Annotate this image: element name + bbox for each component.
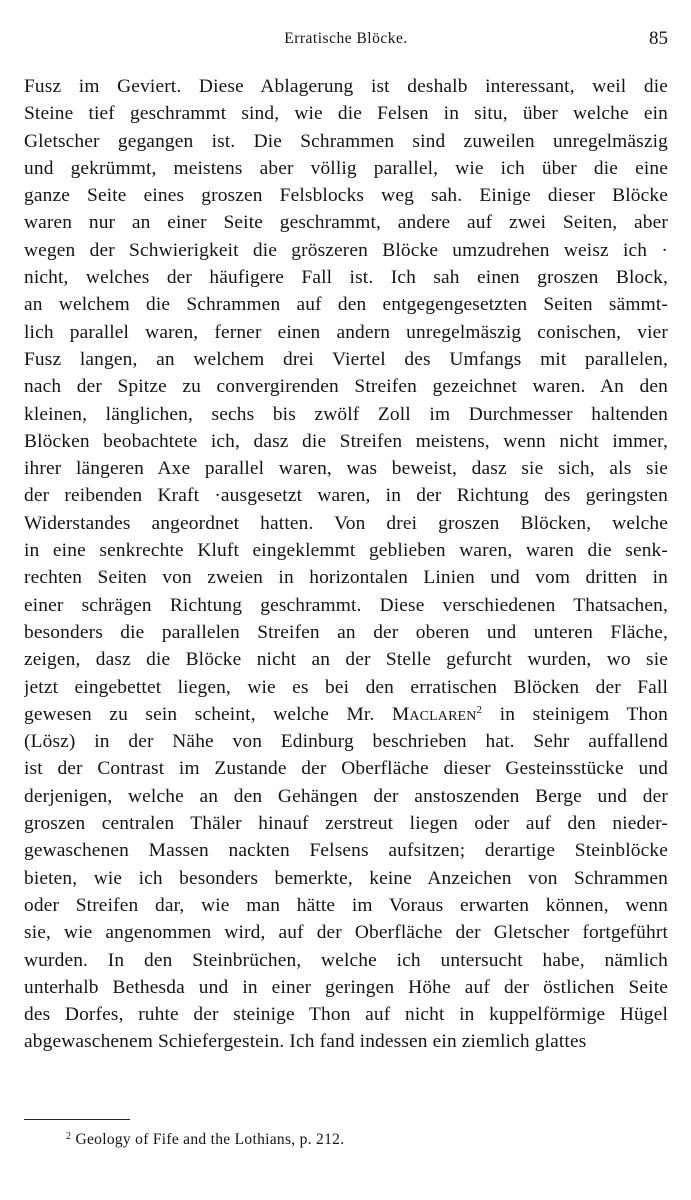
footnote-text: Geology of Fife and the Lothians, p. 212. bbox=[75, 1131, 345, 1148]
text-line: jetzt eingebettet liegen, wie es bei den erratischen Blöcken der Fall bbox=[24, 676, 668, 698]
text-line: ihrer längeren Axe parallel waren, was beweist, dasz sie sich, als sie bbox=[24, 458, 668, 480]
text-line: kleinen, länglichen, sechs bis zwölf Zoll im Durchmesser haltenden bbox=[24, 403, 668, 425]
text-line: in eine senkrechte Kluft eingeklemmt geblieben waren, waren die senk- bbox=[24, 540, 668, 562]
footnote bbox=[66, 1131, 666, 1149]
text-line: groszen centralen Thäler hinauf zerstreut liegen oder auf den nieder- bbox=[24, 813, 668, 835]
text-line: nach der Spitze zu convergirenden Streifen gezeichnet waren. An den bbox=[24, 376, 668, 398]
text-line: unterhalb Bethesda und in einer geringen Höhe auf der östlichen Seite bbox=[24, 976, 668, 998]
text-line: zeigen, dasz die Blöcke nicht an der Stelle gefurcht wurden, wo sie bbox=[24, 649, 668, 671]
text-line: wegen der Schwierigkeit die gröszeren Blöcke umzudrehen weisz ich · bbox=[24, 239, 668, 261]
footnote-reference: 2 bbox=[476, 703, 483, 716]
text-line: gewaschenen Massen nackten Felsens aufsitzen; derartige Steinblöcke bbox=[24, 840, 668, 862]
text-line: besonders die parallelen Streifen an der oberen und unteren Fläche, bbox=[24, 621, 668, 643]
text-line: nicht, welches der häufigere Fall ist. Ich sah einen groszen Block, bbox=[24, 267, 668, 289]
author-name: Maclaren bbox=[391, 703, 477, 725]
text-line: lich parallel waren, ferner einen andern unregelmäszig conischen, vier bbox=[24, 321, 668, 343]
text-line: Widerstandes angeordnet hatten. Von drei groszen Blöcken, welche bbox=[24, 512, 668, 534]
text-line: ganze Seite eines groszen Felsblocks weg sah. Einige dieser Blöcke bbox=[24, 185, 668, 207]
footnote-marker: 2 bbox=[66, 1131, 72, 1142]
running-title: Erratische Blöcke. bbox=[284, 30, 408, 47]
text-line: waren nur an einer Seite geschrammt, andere auf zwei Seiten, aber bbox=[24, 212, 668, 234]
text-segment: gewesen zu sein scheint, welche Mr. bbox=[24, 703, 392, 725]
text-line: (Lösz) in der Nähe von Edinburg beschrieben hat. Sehr auffallend bbox=[24, 731, 668, 753]
text-line: einer schrägen Richtung geschrammt. Diese verschiedenen Thatsachen, bbox=[24, 594, 668, 616]
text-line: an welchem die Schrammen auf den entgegengesetzten Seiten sämmt- bbox=[24, 294, 668, 316]
text-line: und gekrümmt, meistens aber völlig parallel, wie ich über die eine bbox=[24, 157, 668, 179]
text-line: Blöcken beobachtete ich, dasz die Streifen meistens, wenn nicht immer, bbox=[24, 430, 668, 452]
page-number: 85 bbox=[649, 28, 668, 49]
text-line: abgewaschenem Schiefergestein. Ich fand indessen ein ziemlich glattes bbox=[24, 1031, 587, 1053]
text-line: Fusz langen, an welchem drei Viertel des Umfangs mit parallelen, bbox=[24, 348, 668, 370]
text-line: des Dorfes, ruhte der steinige Thon auf nicht in kuppelförmige Hügel bbox=[24, 1004, 668, 1026]
text-line bbox=[24, 701, 668, 728]
text-line: ist der Contrast im Zustande der Oberfläche dieser Gesteinsstücke und bbox=[24, 758, 668, 780]
text-line: Steine tief geschrammt sind, wie die Felsen in situ, über welche ein bbox=[24, 103, 668, 125]
footnote-rule bbox=[24, 1119, 130, 1120]
text-line: Gletscher gegangen ist. Die Schrammen sind zuweilen unregelmäszig bbox=[24, 130, 668, 152]
text-line: der reibenden Kraft ·ausgesetzt waren, in der Richtung des geringsten bbox=[24, 485, 668, 507]
text-segment: in steinigem Thon bbox=[482, 703, 668, 725]
text-line: rechten Seiten von zweien in horizontalen Linien und vom dritten in bbox=[24, 567, 668, 589]
text-line: derjenigen, welche an den Gehängen der anstoszenden Berge und der bbox=[24, 785, 668, 807]
text-line: Fusz im Geviert. Diese Ablagerung ist deshalb interessant, weil die bbox=[24, 76, 668, 97]
body-text bbox=[24, 73, 668, 1056]
page-header bbox=[24, 30, 668, 54]
text-line: oder Streifen dar, wie man hätte im Voraus erwarten können, wenn bbox=[24, 894, 668, 916]
text-line: bieten, wie ich besonders bemerkte, keine Anzeichen von Schrammen bbox=[24, 867, 668, 889]
text-line: sie, wie angenommen wird, auf der Oberfläche der Gletscher fortgeführt bbox=[24, 922, 668, 944]
text-line: wurden. In den Steinbrüchen, welche ich untersucht habe, nämlich bbox=[24, 949, 668, 971]
